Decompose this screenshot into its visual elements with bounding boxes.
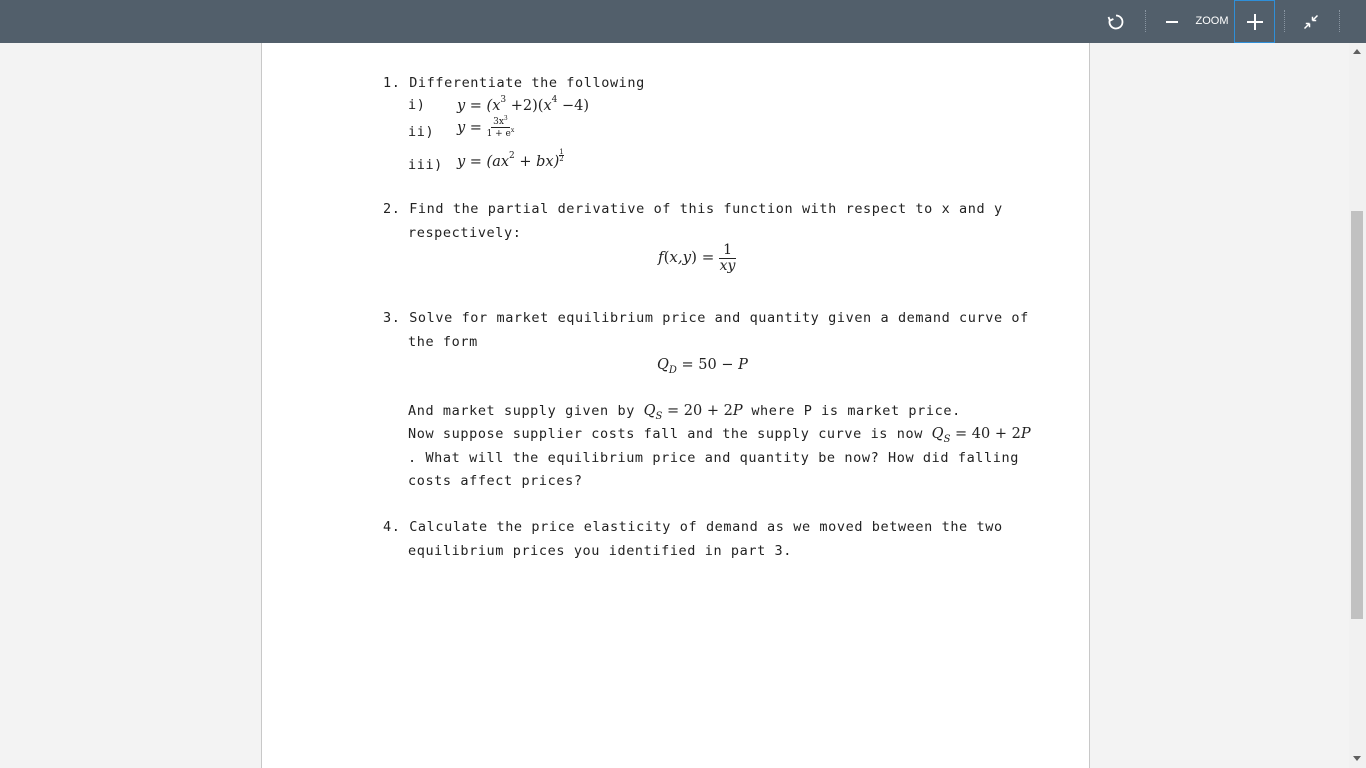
toolbar-divider [1339,10,1340,32]
supply-text: And market supply given by [408,403,635,419]
question-number: 2. [383,201,401,217]
vertical-scrollbar[interactable] [1349,43,1366,768]
rotate-icon[interactable] [1100,0,1132,43]
scroll-up-icon[interactable] [1353,49,1361,54]
supply-sentence [408,403,961,422]
equation-new-supply: $Q_S = 40 + 2P$ [931,426,1031,445]
plus-icon [1247,14,1263,30]
question-2-continued: respectively: [408,225,522,241]
item-iii-label: iii) [408,157,443,173]
equation-demand: $Q_D = 50 - P$ [657,357,748,376]
equation-i: $y = (x^3 +2)(x^4 -4)$ [457,95,590,114]
item-ii-label: ii) [408,124,435,140]
item-i-label: i) [408,97,426,113]
equation-partial: f(x,y) = $\frac{1}{xy}$ [658,242,736,274]
viewer-toolbar [0,0,1366,43]
question-text: Find the partial derivative of this function with respect to x and y [409,201,1003,217]
question-3 [383,310,1029,326]
question-3-line6: costs affect prices? [408,473,583,489]
new-supply-sentence [408,426,1031,445]
new-supply-text: Now suppose supplier costs fall and the supply curve is now [408,426,923,442]
minus-icon [1166,16,1178,28]
question-number: 4. [383,519,401,535]
equation-supply: $Q_S = 20 + 2P$ [643,403,743,422]
question-3-continued: the form [408,334,478,350]
equation-iii: $y = (ax^2 + bx)$ $^{\frac{1}{2}}$ [457,148,564,170]
question-3-line5: . What will the equilibrium price and quantity be now? How did falling [408,450,1019,466]
question-text: Solve for market equilibrium price and quantity given a demand curve of [409,310,1029,326]
question-text: Differentiate the following [409,75,645,91]
zoom-out-button[interactable] [1160,0,1184,43]
equation-ii: y = $\frac{3x^3}{1 + e^x}$ [457,115,515,140]
question-4 [383,519,1003,535]
document-content [262,43,1089,768]
collapse-button[interactable] [1296,0,1326,43]
question-number: 1. [383,75,401,91]
supply-text-end: where P is market price. [751,403,961,419]
toolbar-divider [1145,10,1146,32]
scroll-thumb[interactable] [1351,211,1363,619]
question-text: Calculate the price elasticity of demand as we moved between the two [409,519,1003,535]
question-number: 3. [383,310,401,326]
scroll-down-icon[interactable] [1353,756,1361,761]
question-4-continued: equilibrium prices you identified in part 3. [408,543,793,559]
question-1 [383,75,645,91]
zoom-label: ZOOM [1195,15,1229,27]
toolbar-divider [1284,10,1285,32]
collapse-icon [1303,14,1319,30]
document-page [261,43,1090,768]
zoom-in-button[interactable] [1234,0,1275,43]
question-2 [383,201,1003,217]
